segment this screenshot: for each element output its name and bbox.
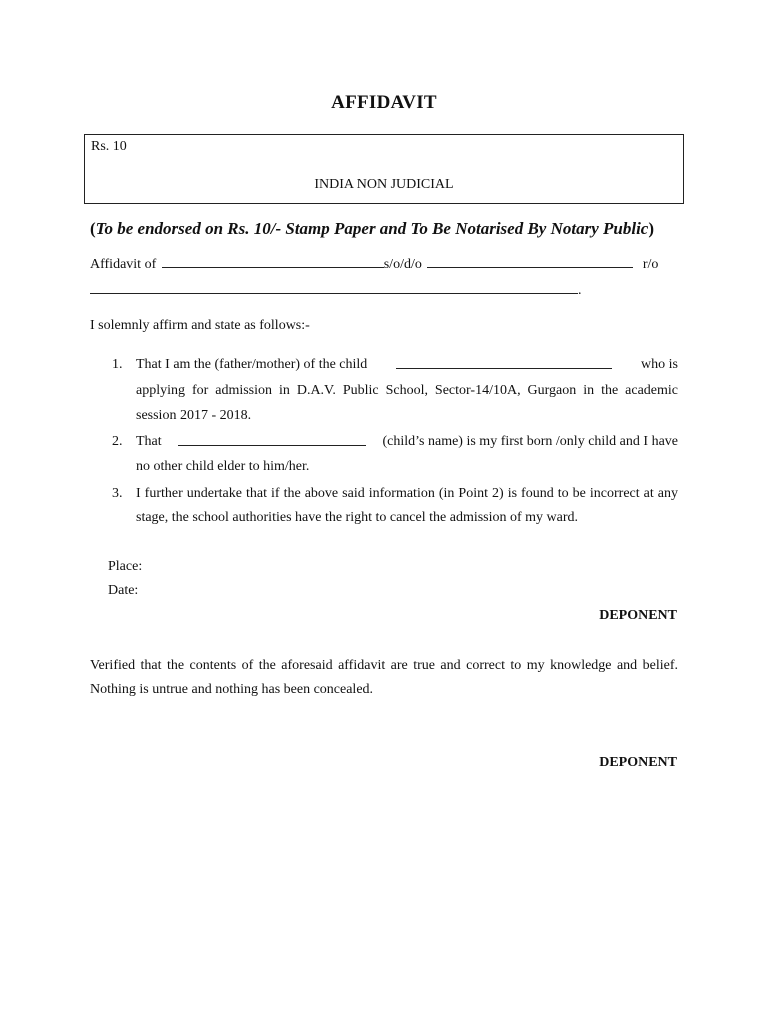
instruction-close-paren: ): [648, 219, 655, 238]
affirm-intro: I solemnly affirm and state as follows:-: [90, 318, 310, 333]
parent-name-blank[interactable]: [427, 256, 633, 268]
point-2-text-a: That: [136, 434, 162, 449]
point-1-line-2: applying for admission in D.A.V. Public School, Sector-14/10A, Gurgaon in the academic: [136, 383, 678, 398]
deponent-signature-1: DEPONENT: [599, 608, 677, 623]
stamp-paper-box: [84, 134, 684, 204]
residence-label: r/o: [642, 257, 659, 272]
verification-line-1: Verified that the contents of the aforesaid affidavit are true and correct to my knowledge and belief.: [90, 658, 678, 673]
point-1-line-1: [136, 357, 678, 373]
point-2-line-2: no other child elder to him/her.: [136, 459, 310, 474]
stamp-amount: Rs. 10: [91, 139, 127, 154]
childs-name-blank[interactable]: [178, 434, 366, 446]
deponent-name-blank[interactable]: [162, 256, 384, 268]
point-1-text-b: who is: [641, 357, 678, 372]
child-name-blank[interactable]: [396, 357, 612, 369]
affidavit-of-label: Affidavit of: [90, 257, 157, 272]
address-line-end: .: [578, 283, 582, 298]
point-3-number: 3.: [112, 486, 123, 501]
address-blank[interactable]: [90, 282, 578, 294]
point-2-number: 2.: [112, 434, 123, 449]
date-label: Date:: [108, 583, 139, 598]
instruction-text: To be endorsed on Rs. 10/- Stamp Paper and To Be Notarised By Notary Public: [95, 219, 649, 238]
verification-line-2: Nothing is untrue and nothing has been concealed.: [90, 682, 374, 697]
place-label: Place:: [108, 559, 143, 574]
point-1-text-a: That I am the (father/mother) of the child: [136, 357, 368, 372]
relation-label: s/o/d/o: [383, 257, 422, 272]
point-3-line-1: I further undertake that if the above said information (in Point 2) is found to be incorrect at any: [136, 486, 678, 501]
point-2-text-b: (child’s name) is my first born /only child and I have: [382, 434, 678, 449]
point-2-line-1: [136, 434, 678, 450]
deponent-signature-2: DEPONENT: [599, 755, 677, 770]
point-3-line-2: stage, the school authorities have the right to cancel the admission of my ward.: [136, 510, 579, 525]
address-line: [90, 282, 582, 299]
endorsement-instruction: [90, 219, 654, 239]
stamp-label: INDIA NON JUDICIAL: [314, 177, 454, 192]
instruction-open-paren: (: [90, 219, 96, 238]
point-1-line-3: session 2017 - 2018.: [136, 408, 252, 423]
affidavit-of-line: [90, 256, 658, 273]
point-1-number: 1.: [112, 357, 123, 372]
document-title: AFFIDAVIT: [331, 92, 437, 113]
